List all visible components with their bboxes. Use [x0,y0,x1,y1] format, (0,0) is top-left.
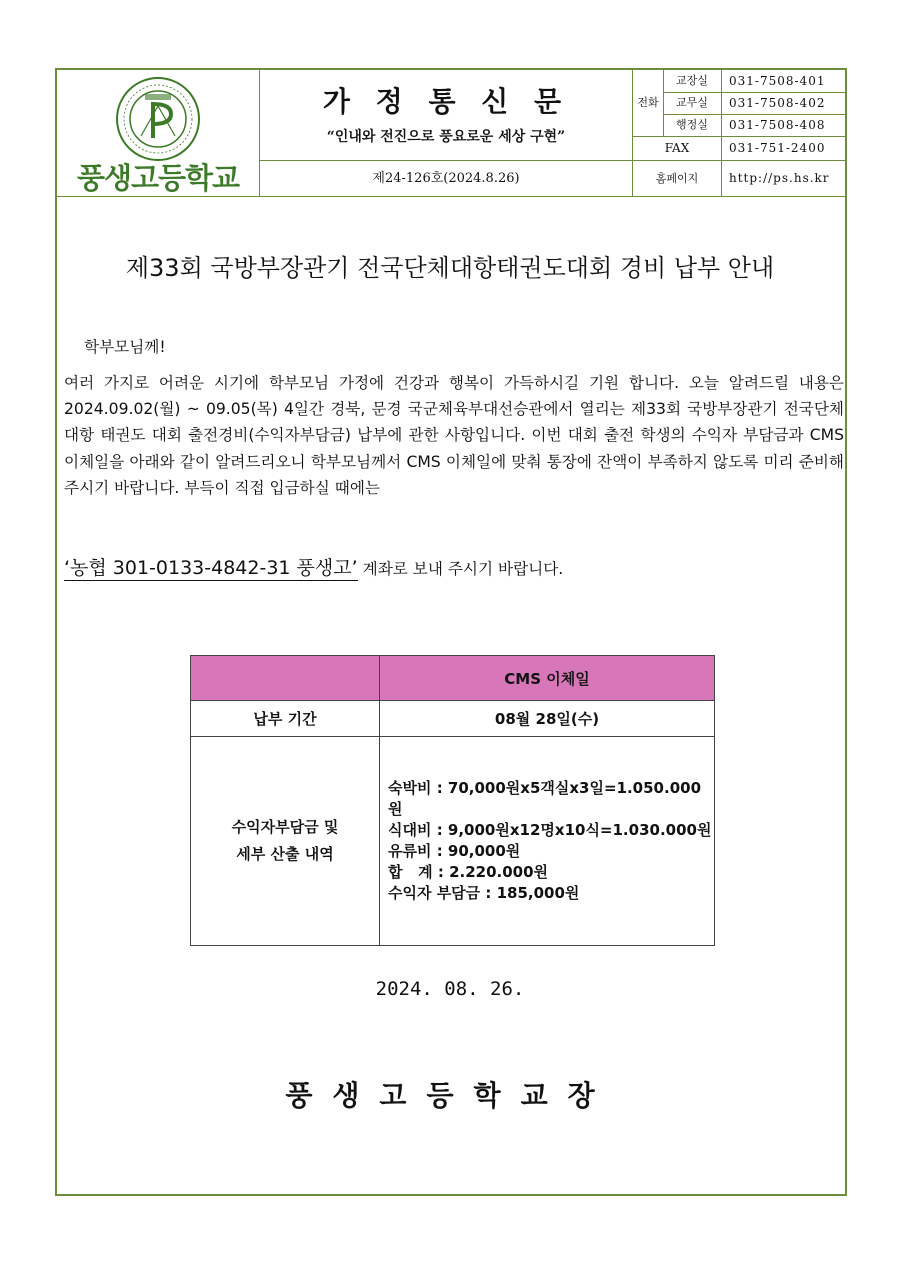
period-label: 납부 기간 [191,701,380,737]
school-logo-cell [57,70,260,196]
school-motto: “인내와 전진으로 풍요로운 세상 구현” [326,129,566,145]
list-item: 숙박비 : 70,000원x5객실x3일=1.050.000원 [388,779,702,818]
contact-table [633,70,845,196]
table-header-row [191,656,715,701]
contact-row [663,70,845,93]
account-line [64,553,563,580]
bank-account: ‘농협 301-0133-4842-31 풍생고’ [64,557,358,579]
title-cell [260,70,633,161]
list-item: 유류비 : 90,000원 [388,842,521,860]
signer: 풍생고등학교장 [285,1079,615,1112]
detail-label-line: 세부 산출 내역 [236,845,334,863]
contact-row [663,92,845,115]
fee-table [190,655,715,946]
greeting: 학부모님께! [84,338,166,356]
issue-date: 2024. 08. 26. [375,978,525,1000]
document-frame [55,68,847,1196]
contact-value: 031-7508-408 [729,118,826,132]
contact-row [663,114,845,137]
issue-number: 제24-126호(2024.8.26) [260,161,633,196]
detail-label-line: 수익자부담금 및 [231,818,339,836]
phone-label: 전화 [633,70,664,137]
body-paragraph: 여러 가지로 어려운 시기에 학부모님 가정에 건강과 행복이 가득하시길 기원 합니다. 오늘 알려드릴 내용은 2024.09.02(월) ~ 09.05(목) 4일간 경북, 문경 국군체육부대선승관에서 열리는 제33회 국방부장관기 전국단체대항 태권도 대회 출전경비(수익자부담금) 납부에 관한 사항입니다. 이번 대회 출전 학생의 수익자 부담금과 CMS 이체일을 아래와 같이 알려드리오니 학부모님께서 CMS 이체일에 맞춰 통장에 잔액이 부족하지 않도록 미리 준비해 주시기 바랍니다. 부득이 직접 입금하실 때에는 [64,374,844,497]
period-value: 08월 28일(수) [380,701,715,737]
contact-label: 교무실 [663,92,722,114]
list-item: 수익자 부담금 : 185,000원 [388,884,580,902]
homepage-row [633,161,845,196]
contact-value: 031-7508-402 [729,96,826,110]
contact-label: 교장실 [663,70,722,92]
letter-title: 가 정 통 신 문 [322,85,570,118]
account-suffix: 계좌로 보내 주시기 바랍니다. [362,560,564,578]
table-header-blank [191,656,380,701]
letter-header [57,70,845,197]
table-header-cms: CMS 이체일 [380,656,715,701]
fax-value: 031-751-2400 [729,141,826,155]
contact-label: 행정실 [663,114,722,136]
school-seal-icon [115,76,201,162]
detail-list [380,737,715,946]
school-name-logo: 풍생고등학교 [76,161,240,195]
homepage-link[interactable]: http://ps.hs.kr [729,171,830,185]
fax-label: FAX [633,136,722,160]
homepage-label: 홈페이지 [633,161,722,196]
contact-value: 031-7508-401 [729,74,826,88]
list-item: 식대비 : 9,000원x12명x10식=1.030.000원 [388,821,712,839]
fax-row [633,136,845,161]
table-row [191,737,715,946]
detail-label-cell [191,737,380,946]
list-item: 합 계 : 2.220.000원 [388,863,549,881]
document-title: 제33회 국방부장관기 전국단체대항태권도대회 경비 납부 안내 [125,254,775,282]
table-row [191,701,715,737]
